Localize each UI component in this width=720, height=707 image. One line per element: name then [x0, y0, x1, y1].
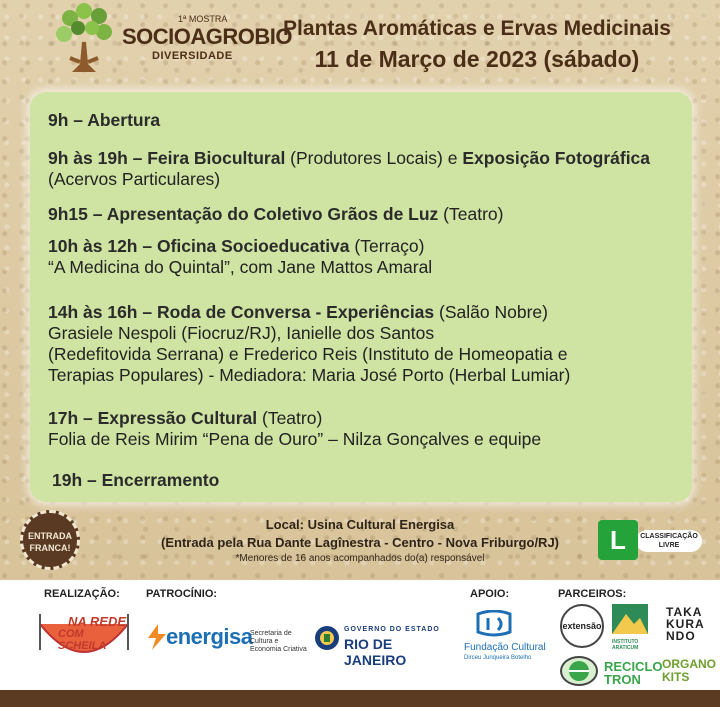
schedule-item: 9h15 – Apresentação do Coletivo Grãos de Luz (Teatro)	[48, 204, 504, 224]
governo-rj-logo: GOVERNO DO ESTADO RIO DE JANEIRO	[314, 624, 454, 658]
partner-globe-logo	[560, 656, 598, 686]
rj-coat-icon	[314, 624, 340, 654]
schedule-item: 17h – Expressão Cultural (Teatro) Folia de Reis Mirim “Pena de Ouro” – Nilza Gonçalves e equipe	[48, 408, 542, 449]
energisa-logo: energisa	[146, 624, 246, 654]
fcdjb-icon	[474, 610, 514, 640]
reciclotron-logo: RECICLO TRON	[604, 659, 663, 687]
label-parceiros: PARCEIROS:	[558, 588, 627, 600]
tree-hand-icon	[52, 2, 122, 80]
energisa-mark-icon	[146, 624, 168, 650]
schedule-item: 10h às 12h – Oficina Socioeducativa (Terraço) “A Medicina do Quintal”, com Jane Mattos Amaral	[48, 236, 433, 277]
schedule-card	[30, 92, 692, 502]
rating-letter: L	[598, 520, 638, 560]
label-apoio: APOIO:	[470, 588, 510, 600]
schedule-item: 14h às 16h – Roda de Conversa - Experiências (Salão Nobre) Grasiele Nespoli (Fiocruz/RJ), Ianielle dos Santos (Redefitovida Serrana) e Frederico Reis (Instituto de Homeopatia e Terapias Populares) - Mediadora: Maria José Porto (Herbal Lumiar)	[48, 302, 571, 385]
secretaria-logo: Secretaria de Cultura e Economia Criativa	[250, 630, 307, 653]
fundacao-logo: Fundação Cultural Dirceu Junqueira Botelho	[462, 610, 562, 666]
event-logo	[46, 2, 293, 80]
label-realizacao: REALIZAÇÃO:	[44, 588, 120, 600]
mountain-icon	[612, 604, 648, 634]
rating-label: CLASSIFICAÇÃO LIVRE	[636, 530, 702, 552]
logo-name: SOCIOAGROBIO	[122, 24, 293, 49]
globe-icon	[562, 658, 596, 684]
schedule-item: 9h às 19h – Feira Biocultural (Produtores Locais) e Exposição Fotográfica (Acervos Particulares)	[48, 148, 651, 189]
location-address: (Entrada pela Rua Dante Lagînestra - Centro - Nova Friburgo/RJ)	[161, 535, 559, 550]
free-entry-badge: ENTRADA FRANCA!	[20, 510, 80, 570]
na-rede-logo: NA REDE COM SCHEILA	[34, 610, 134, 666]
logo-mostra: 1ª MOSTRA	[178, 14, 228, 24]
schedule-item: 9h – Abertura	[48, 110, 161, 130]
label-patrocinio: PATROCÍNIO:	[146, 588, 218, 600]
takakurando-logo: TAKA KURA NDO	[666, 605, 705, 643]
araticum-logo: INSTITUTO ARATICUM	[612, 604, 652, 654]
organokits-logo: ORGANO KITS	[662, 657, 716, 684]
logo-sub: DIVERSIDADE	[152, 50, 233, 62]
age-note: *Menores de 16 anos acompanhados do(a) responsável	[235, 553, 485, 564]
title-line: Plantas Aromáticas e Ervas Medicinais	[283, 17, 671, 40]
bottom-band	[0, 690, 720, 707]
sponsors-strip	[0, 580, 720, 690]
location-info	[130, 516, 590, 566]
event-date: 11 de Março de 2023 (sábado)	[314, 46, 640, 72]
age-rating	[598, 520, 704, 560]
location-name: Local: Usina Cultural Energisa	[265, 517, 455, 532]
extensao-logo: extensão	[560, 604, 604, 648]
schedule-item: 19h – Encerramento	[52, 470, 220, 490]
event-title	[262, 14, 692, 74]
